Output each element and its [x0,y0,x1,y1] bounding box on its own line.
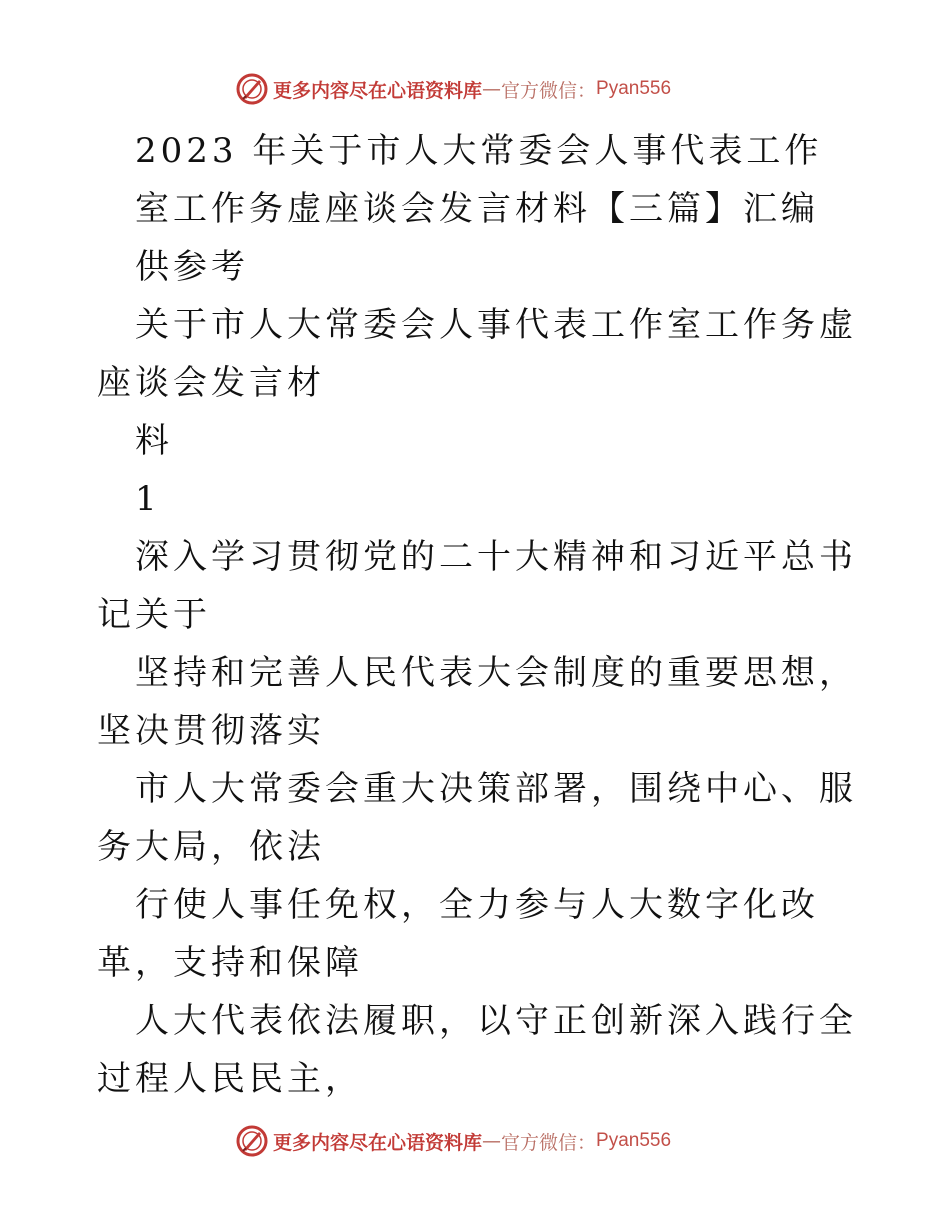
watermark-main-text: 更多内容尽在心语资料库 [273,1131,483,1154]
document-title-line-2: 室工作务虚座谈会发言材料【三篇】汇编 [135,189,819,229]
quill-seal-icon [235,72,269,106]
watermark-dash: — [482,78,502,100]
paragraph: 市人大常委会重大决策部署，围绕中心、服务大局，依法 [97,769,857,867]
paragraph: 坚持和完善人民代表大会制度的重要思想，坚决贯彻落实 [97,653,857,751]
document-title-line-1: 2023 年关于市人大常委会人事代表工作 [135,131,823,171]
document-title-line-3: 供参考 [135,247,249,287]
watermark-main-text: 更多内容尽在心语资料库 [273,79,483,102]
section-number: 1 [135,479,161,519]
quill-seal-icon [235,1124,269,1158]
paragraph: 行使人事任免权，全力参与人大数字化改革，支持和保障 [97,885,819,983]
watermark-wechat-id: Pyan556 [596,1130,672,1151]
document-body [97,122,857,1108]
watermark-wechat-label: 官方微信： [501,79,597,102]
footer-watermark [235,1124,715,1158]
paragraph: 深入学习贯彻党的二十大精神和习近平总书记关于 [97,537,857,635]
watermark-dash: — [482,1130,502,1152]
header-watermark [235,72,715,106]
watermark-wechat-id: Pyan556 [596,78,672,99]
paragraph: 人大代表依法履职，以守正创新深入践行全过程人民民主， [97,1001,857,1099]
section-heading: 关于市人大常委会人事代表工作室工作务虚座谈会发言材 [97,305,857,403]
section-heading-continued: 料 [135,421,173,461]
watermark-wechat-label: 官方微信： [501,1131,597,1154]
